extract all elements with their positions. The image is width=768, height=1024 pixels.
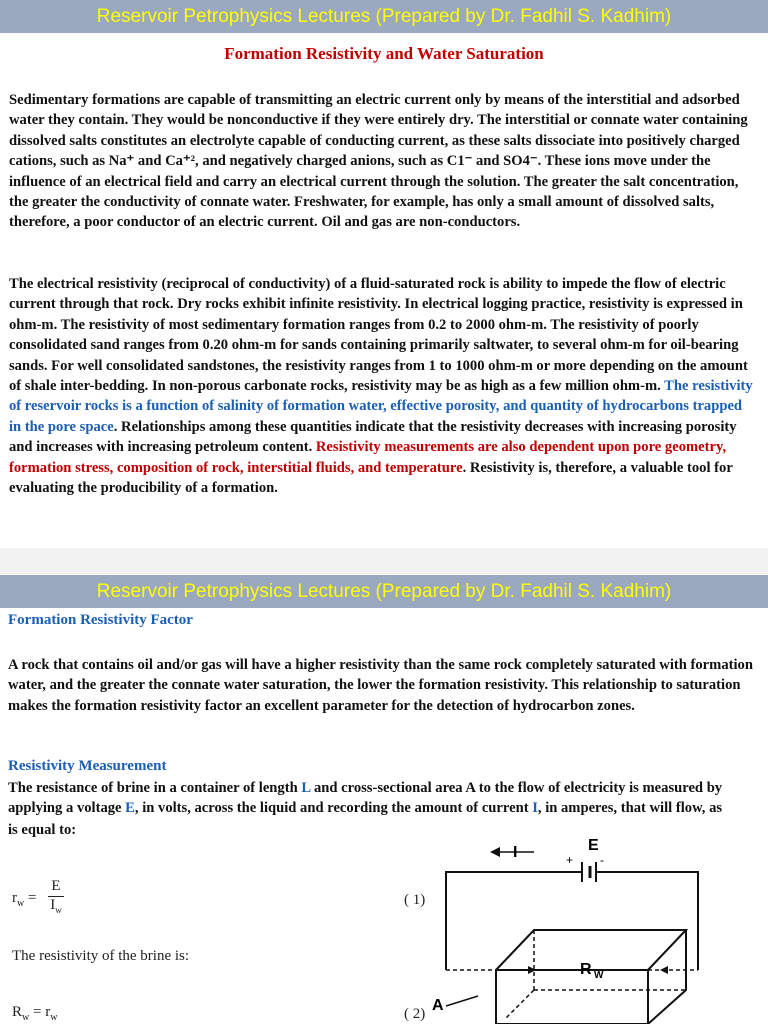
var-E: E [125,800,135,816]
eq1-den-sub: w [55,905,62,915]
arrow-in [528,966,536,974]
eq2-rhs-sub: w [50,1012,58,1023]
heading-resistivity-measurement: Resistivity Measurement [8,758,167,774]
box-front [496,970,648,1024]
slide2-paragraph-2 [8,778,756,816]
label-I: I [513,844,518,861]
area-pointer [446,996,478,1006]
slide2-paragraph-2-cont: is equal to: [8,822,77,838]
box-hidden-diag [506,990,534,1018]
eq1-numerator: E [51,878,61,894]
label-Rw: R [580,961,592,978]
slide1-paragraph-2 [9,274,757,498]
label-E: E [588,837,599,854]
eq2-lhs-sub: w [22,1012,30,1023]
current-arrow-head [490,847,500,857]
slide1-paragraph-1: Sedimentary formations are capable of transmitting an electric current only by means of the interstitial and adsorbed water they contain. They would be nonconductive if they were entirely dry. The interstitial or connate water containing dissolved salts constitutes an electrolyte capable of conducting current, as these salts dissociate into positively charged cations, such as Na⁺ and Ca⁺², and negatively charged anions, such as C1⁻ and SO4⁻. These ions move under the influence of an electrical field and carry an electrical current through the solution. The greater the salt concentration, the greater the conductivity of connate water. Freshwater, for example, has only a small amount of dissolved salts, therefore, a poor conductor of an electric current. Oil and gas are non-conductors. [9,92,748,231]
p2-highlight-blue: The resistivity of reservoir rocks is a function of salinity of formation water, effective porosity, and quantity of hydrocarbons trapped in the pore space [9,378,753,435]
p2s-text-a: The resistance of brine in a container of length [8,780,302,796]
eq1-lhs: r [12,890,17,906]
eq1-bar [48,896,64,915]
label-plus: + [566,853,574,867]
eq1-fraction [48,878,64,915]
eq1-denominator: I [50,897,56,913]
wire-left [446,872,582,970]
eq1-number: ( 1) [404,892,426,908]
eq2-rhs-r: r [45,1004,51,1020]
heading-formation-resistivity-factor: Formation Resistivity Factor [8,612,193,628]
box-side [648,930,686,1024]
slide1-title: Formation Resistivity and Water Saturation [224,44,544,63]
p2s-text-c: , in volts, across the liquid and recording the amount of current [134,800,533,816]
var-L: L [301,780,311,796]
p2-text-a: The electrical resistivity (reciprocal of conductivity) of a fluid-saturated rock is ability to impede the flow of electric current through that rock. Dry rocks exhibit infinite resistivity. In electrical logging practice, resistivity is expressed in ohm-m. The resistivity of most sedimentary formation ranges from 0.2 to 2000 ohm-m. The resistivity of poorly consolidated sand ranges from 0.20 ohm-m for sands containing primarily saltwater, to several ohm-m for oil-bearing sands. For well consolidated sandstones, the resistivity ranges from 1 to 1000 ohm-m or more depending on the amount of shale inter-bedding. In non-porous carbonate rocks, resistivity may be as high as a few million ohm-m. [9,276,748,395]
slide2-banner: Reservoir Petrophysics Lectures (Prepared by Dr. Fadhil S. Kadhim) [0,575,768,608]
slide-divider [0,548,768,574]
eq1-lhs-sub: w [17,898,25,909]
brine-text: The resistivity of the brine is: [12,948,190,964]
equation-1: $r_w$ = [12,890,37,909]
p2-text-e: . Resistivity is, therefore, a valuable tool for evaluating the producibility of a formation. [9,459,733,497]
p2s-text-d: , in amperes, that will flow, as [537,800,723,816]
var-I: I [532,800,538,816]
slide2-paragraph-1: A rock that contains oil and/or gas will have a higher resistivity than the same rock completely saturated with formation water, and the greater the connate water saturation, the lower the formation resistivity. This relationship to saturation makes the formation resistivity factor an excellent parameter for the detection of hydrocarbon zones. [8,657,753,714]
label-A: A [432,997,444,1014]
label-Rw-sub: W [594,970,604,981]
arrow-out [660,966,668,974]
wire-right [596,872,698,970]
slide1-banner: Reservoir Petrophysics Lectures (Prepared by Dr. Fadhil S. Kadhim) [0,0,768,33]
eq2-lhs: R [12,1004,23,1020]
eq2-number: ( 2) [404,1006,426,1022]
p2-text-c: . Relationships among these quantities indicate that the resistivity decreases with increasing porosity and increases with increasing petroleum content. [9,418,737,456]
equation-2: $R_w = r_w$ [12,1004,58,1023]
circuit-figure [416,830,716,1024]
p2-highlight-red: Resistivity measurements are also dependent upon pore geometry, formation stress, composition of rock, interstitial fluids, and temperature [9,439,727,476]
p2s-text-b: and cross-sectional area A to the flow of electricity is measured by applying a voltage [8,780,723,816]
label-minus: - [600,853,604,867]
